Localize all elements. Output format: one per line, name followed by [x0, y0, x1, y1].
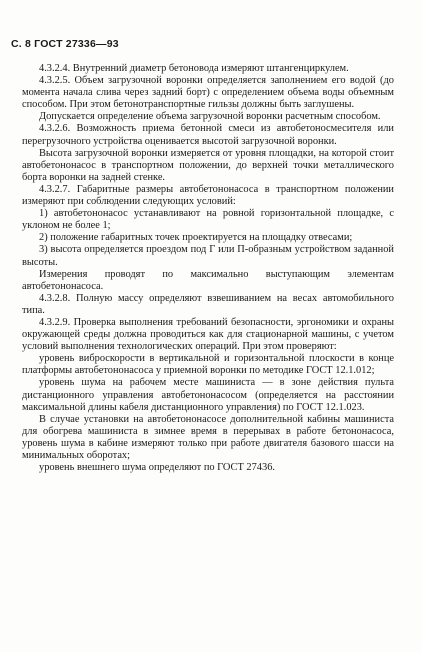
paragraph-hopper-height: Высота загрузочной воронки измеряется от уровня площадки, на которой стоит автобетононасос в транспортном положении, до верхней точки металлического борта воронки на задней стенке. — [22, 147, 394, 183]
paragraph-4-3-2-8: 4.3.2.8. Полную массу определяют взвешиванием на весах автомобильного типа. — [22, 292, 394, 316]
paragraph-measurements: Измерения проводят по максимально выступающим элементам автобетононасоса. — [22, 268, 394, 292]
paragraph-4-3-2-6: 4.3.2.6. Возможность приема бетонной смеси из автобетоносмесителя или перегрузочного устройства оценивается высотой загрузочной воронки. — [22, 123, 394, 147]
list-item-1: 1) автобетононасос устанавливают на ровной горизонтальной площадке, с уклоном не более 1; — [22, 208, 394, 232]
list-item-2: 2) положение габаритных точек проектируется на площадку отвесами; — [39, 232, 353, 244]
page-header: С. 8 ГОСТ 27336—93 — [11, 38, 119, 50]
paragraph-cabin-noise: В случае установки на автобетононасосе дополнительной кабины машиниста для обогрева машиниста в зимнее время в перерывах в работе бетононасоса, уровень шума в кабине измеряют только при работе двигателя базового шасси на минимальных оборотах; — [22, 413, 394, 461]
paragraph-4-3-2-4: 4.3.2.4. Внутренний диаметр бетоновода измеряют штангенциркулем. — [39, 63, 349, 74]
paragraph-volume-calc: Допускается определение объема загрузочной воронки расчетным способом. — [39, 111, 381, 123]
paragraph-vibration: уровень виброскорости в вертикальной и горизонтальной плоскости в конце платформы автобетононасоса у приемной воронки по методике ГОСТ 12.1.012; — [22, 353, 394, 377]
paragraph-noise-operator: уровень шума на рабочем месте машиниста — в зоне действия пульта дистанционного управления автобетононасосом (определяется на расстоянии максимальной длины кабеля дистанционного управления) по ГОСТ 12.1.023. — [22, 377, 394, 413]
paragraph-4-3-2-9: 4.3.2.9. Проверка выполнения требований безопасности, эргономики и охраны окружающей среды должна проводиться как для стационарной машины, с учетом условий выполнения технологических операций. При этом проверяют: — [22, 316, 394, 353]
paragraph-external-noise: уровень внешнего шума определяют по ГОСТ 27436. — [39, 462, 275, 474]
list-item-3: 3) высота определяется проездом под Г или П-образным устройством заданной высоты. — [22, 244, 394, 268]
paragraph-4-3-2-7: 4.3.2.7. Габаритные размеры автобетононасоса в транспортном положении измеряют при соблюдении следующих условий: — [22, 183, 394, 208]
paragraph-4-3-2-5: 4.3.2.5. Объем загрузочной воронки определяется заполнением его водой (до момента начала слива через задний борт) с определением объема воды объемным способом. При этом бетонотранспортные гильзы должны быть заглушены. — [22, 75, 394, 111]
body-text — [22, 63, 394, 474]
